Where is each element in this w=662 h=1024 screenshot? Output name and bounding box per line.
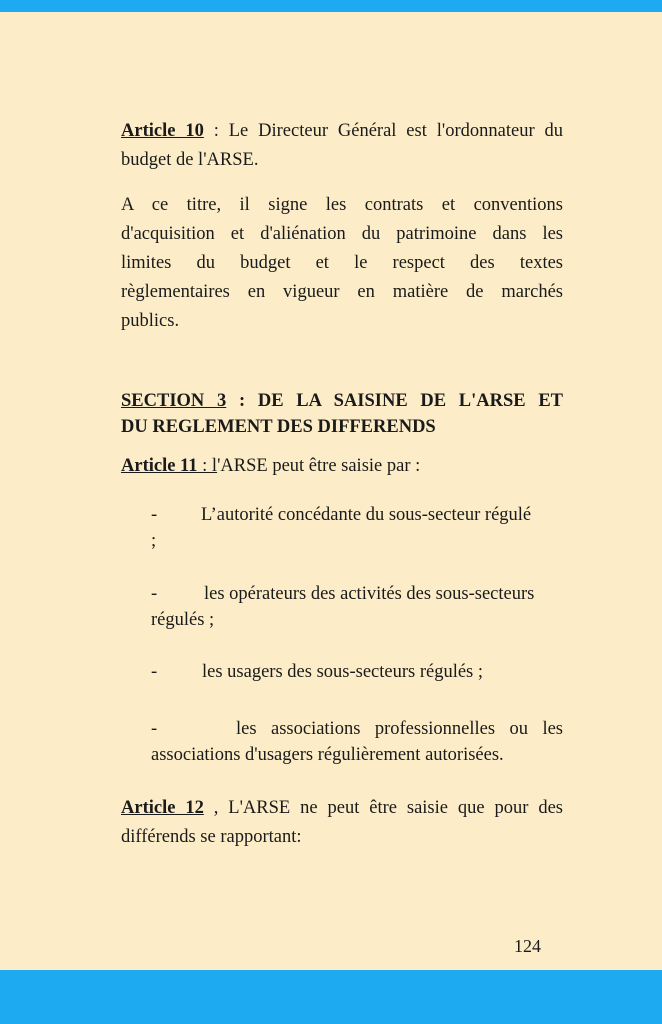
- list-item-text: les associations professionnelles ou les: [236, 719, 563, 739]
- list-item: [151, 502, 563, 554]
- list-item-text: les usagers des sous-secteurs régulés ;: [202, 662, 484, 682]
- list-item: [151, 581, 563, 633]
- article-10: [121, 117, 563, 175]
- list-item: [151, 716, 563, 768]
- paragraph-line: publics.: [121, 311, 180, 331]
- section-label: SECTION 3: [121, 391, 227, 411]
- article-12-label: Article 12: [121, 798, 204, 818]
- article-12-text-2: différends se rapportant:: [121, 827, 302, 847]
- article-10-paragraph: [121, 191, 563, 336]
- article-12: [121, 794, 563, 852]
- paragraph-line: A ce titre, il signe les contrats et conventions: [121, 195, 563, 215]
- article-11: [121, 452, 563, 481]
- paragraph-line: règlementaires en vigueur en matière de marchés: [121, 282, 563, 302]
- bullet-dash: -: [151, 505, 158, 525]
- article-10-label: Article 10: [121, 121, 204, 141]
- article-10-text: : Le Directeur Général est l'ordonnateur du: [203, 121, 563, 141]
- article-11-text: 'ARSE peut être saisie par :: [217, 456, 421, 476]
- top-bar: [0, 0, 662, 12]
- section-title-2: DU REGLEMENT DES DIFFERENDS: [121, 417, 436, 437]
- list-item-text-2: ;: [151, 531, 157, 551]
- section-title-1: : DE LA SAISINE DE L'ARSE ET: [226, 391, 564, 411]
- paragraph-line: d'acquisition et d'aliénation du patrimoine dans les: [121, 224, 563, 244]
- section-heading: [121, 388, 563, 440]
- article-10-text-2: budget de l'ARSE.: [121, 150, 259, 170]
- bullet-dash: -: [151, 662, 158, 682]
- list-item-text: les opérateurs des activités des sous-secteurs: [204, 584, 535, 604]
- list-item-text: L’autorité concédante du sous-secteur régulé: [201, 505, 532, 525]
- bottom-bar: [0, 970, 662, 1024]
- bullet-dash: -: [151, 584, 158, 604]
- list-item-text-2: associations d'usagers régulièrement autorisées.: [151, 745, 504, 765]
- page-number: 124: [514, 936, 541, 956]
- paragraph-line: limites du budget et le respect des textes: [121, 253, 563, 273]
- bullet-dash: -: [151, 719, 158, 739]
- article-12-text: , L'ARSE ne peut être saisie que pour des: [203, 798, 563, 818]
- list-item: [151, 659, 563, 685]
- list-item-text-2: régulés ;: [151, 610, 215, 630]
- article-11-label: Article 11: [121, 456, 198, 476]
- article-11-underlined: : l: [197, 456, 218, 476]
